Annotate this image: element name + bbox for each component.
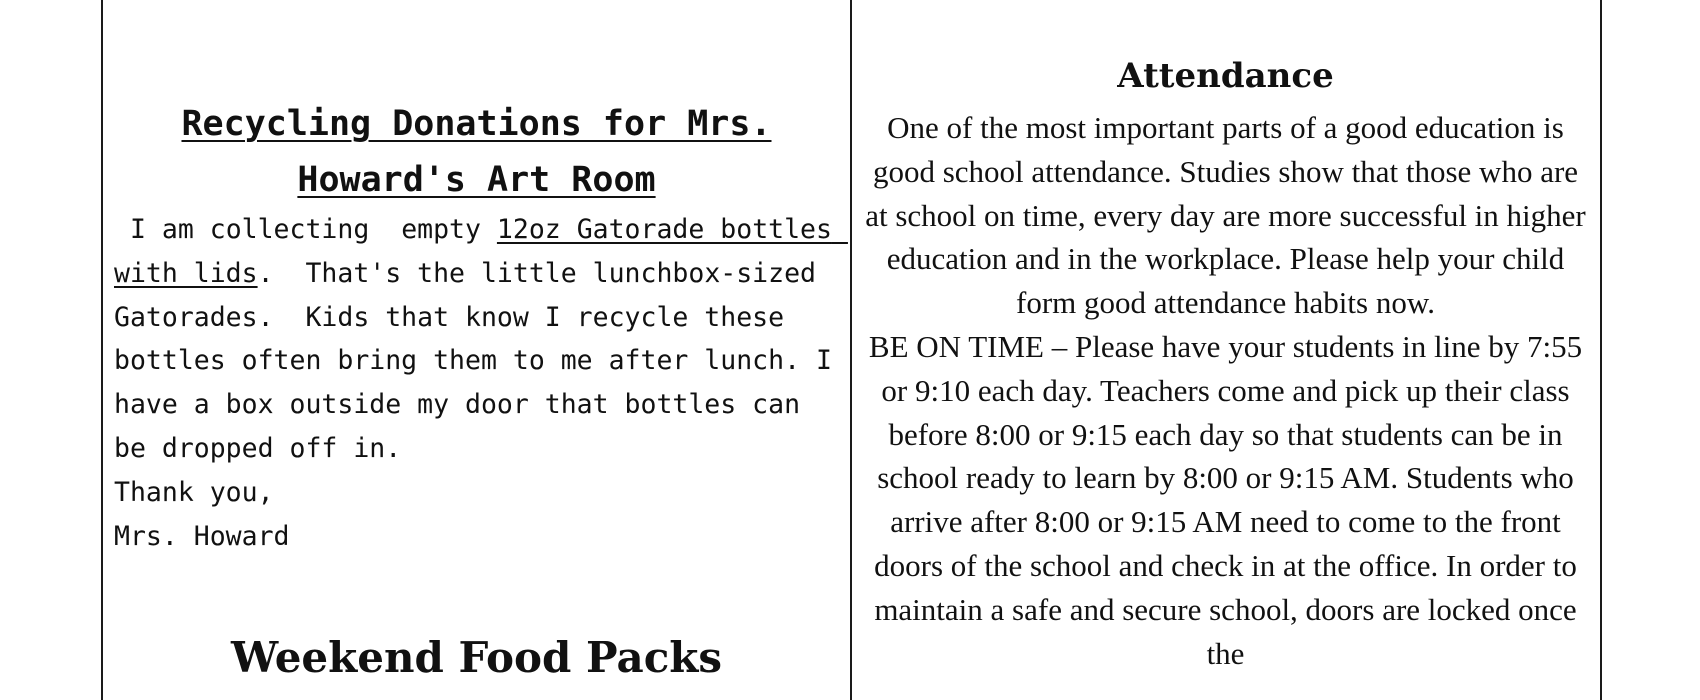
recycling-signature: Mrs. Howard xyxy=(114,521,290,552)
recycling-title: Recycling Donations for Mrs. Howard's Art Room xyxy=(181,104,772,200)
left-column-border xyxy=(101,0,103,700)
attendance-body xyxy=(859,106,1592,675)
recycling-intro: I am collecting empty xyxy=(114,214,497,245)
attendance-title: Attendance xyxy=(1117,56,1334,96)
right-column xyxy=(853,0,1598,700)
recycling-closing: Thank you, xyxy=(114,477,274,508)
attendance-paragraph-2: BE ON TIME – Please have your students in line by 7:55 or 9:10 each day. Teachers come and pick up their class before 8:00 or 9:15 each day so that students can be in school ready to learn by 8:00 or 9:15 AM. Students who arrive after 8:00 or 9:15 AM need to come to the front doors of the school and check in at the office. In order to maintain a safe and secure school, doors are locked once the xyxy=(868,328,1583,671)
recycling-body xyxy=(114,208,848,471)
food-packs-title: Weekend Food Packs xyxy=(230,633,723,682)
recycling-highlight: 12oz Gatorade bottles with lids xyxy=(114,214,848,289)
left-column xyxy=(104,0,849,700)
attendance-paragraph-1: One of the most important parts of a good education is good school attendance. Studies show that those who are at school on time, every day are more successful in higher education and in the workplace. Please help your child form good attendance habits now. xyxy=(865,110,1586,321)
right-column-border xyxy=(1600,0,1602,700)
recycling-details: . That's the little lunchbox-sized Gatorades. Kids that know I recycle these bottles often bring them to me after lunch. I have a box outside my door that bottles can be dropped off in. xyxy=(114,257,848,464)
column-divider xyxy=(850,0,852,700)
